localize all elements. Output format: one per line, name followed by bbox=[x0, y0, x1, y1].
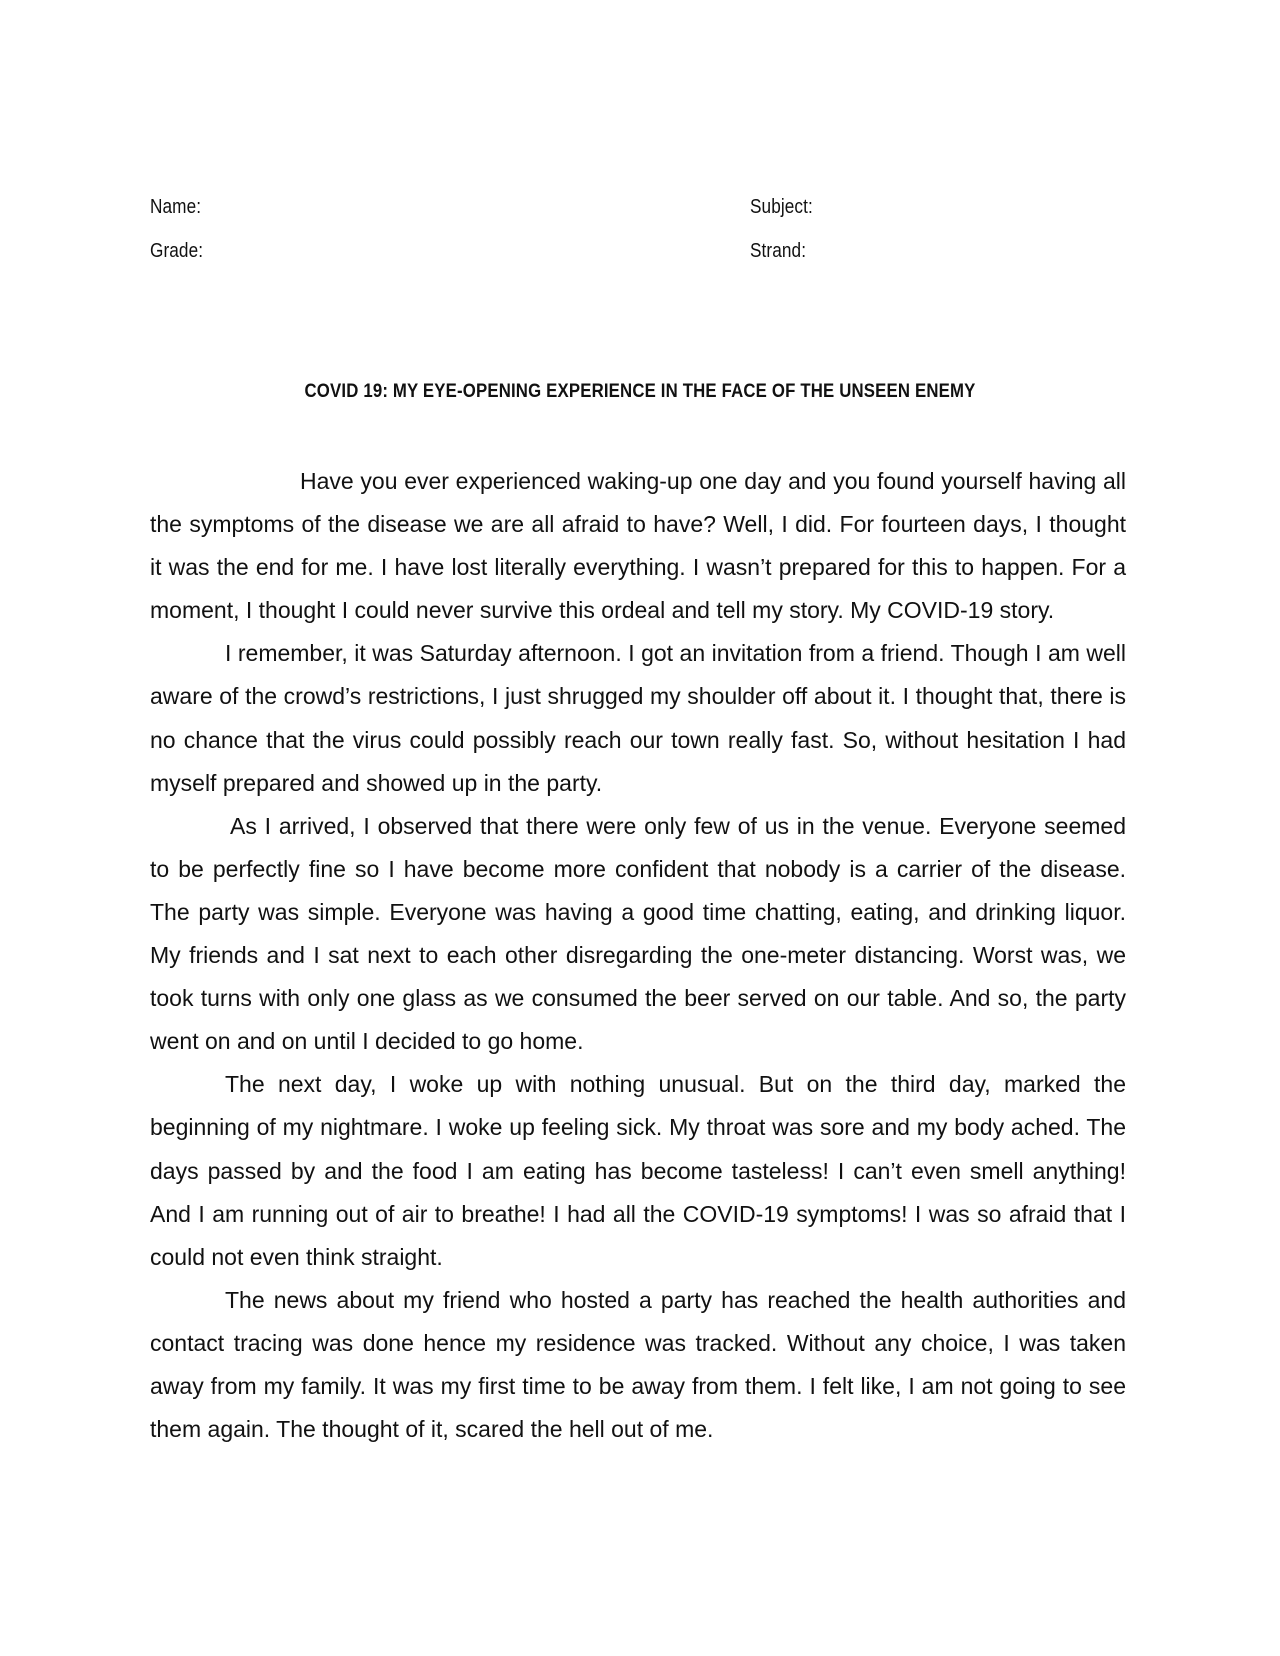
paragraph: The news about my friend who hosted a party has reached the health authorities and contact tracing was done hence my residence was tracked. Without any choice, I was taken away from my family. It was my first time to be away from them. I felt like, I am not going to see them again. The thought of it, scared the hell out of me. bbox=[150, 1286, 1126, 1443]
essay-body bbox=[150, 460, 1126, 1451]
grade-label: Grade: bbox=[150, 240, 204, 262]
name-label: Name: bbox=[150, 196, 202, 218]
strand-label: Strand: bbox=[750, 240, 807, 262]
document-title: COVID 19: MY EYE-OPENING EXPERIENCE IN THE FACE OF THE UNSEEN ENEMY bbox=[304, 380, 976, 402]
subject-label: Subject: bbox=[750, 196, 813, 218]
paragraph: I remember, it was Saturday afternoon. I got an invitation from a friend. Though I am well aware of the crowd’s restrictions, I just shrugged my shoulder off about it. I thought that, there is no chance that the virus could possibly reach our town really fast. So, without hesitation I had myself prepared and showed up in the party. bbox=[150, 640, 1126, 796]
paragraph: Have you ever experienced waking-up one day and you found yourself having all the symptoms of the disease we are all afraid to have? Well, I did. For fourteen days, I thought it was the end for me. I have lost literally everything. I wasn’t prepared for this to happen. For a moment, I thought I could never survive this ordeal and tell my story. My COVID-19 story. bbox=[150, 468, 1126, 624]
paragraph: As I arrived, I observed that there were only few of us in the venue. Everyone seemed to be perfectly fine so I have become more confident that nobody is a carrier of the disease. The party was simple. Everyone was having a good time chatting, eating, and drinking liquor. My friends and I sat next to each other disregarding the one-meter distancing. Worst was, we took turns with only one glass as we consumed the beer served on our table. And so, the party went on and on until I decided to go home. bbox=[150, 812, 1126, 1055]
paragraph: The next day, I woke up with nothing unusual. But on the third day, marked the beginning of my nightmare. I woke up feeling sick. My throat was sore and my body ached. The days passed by and the food I am eating has become tasteless! I can’t even smell anything! And I am running out of air to breathe! I had all the COVID-19 symptoms! I was so afraid that I could not even think straight. bbox=[150, 1071, 1126, 1270]
